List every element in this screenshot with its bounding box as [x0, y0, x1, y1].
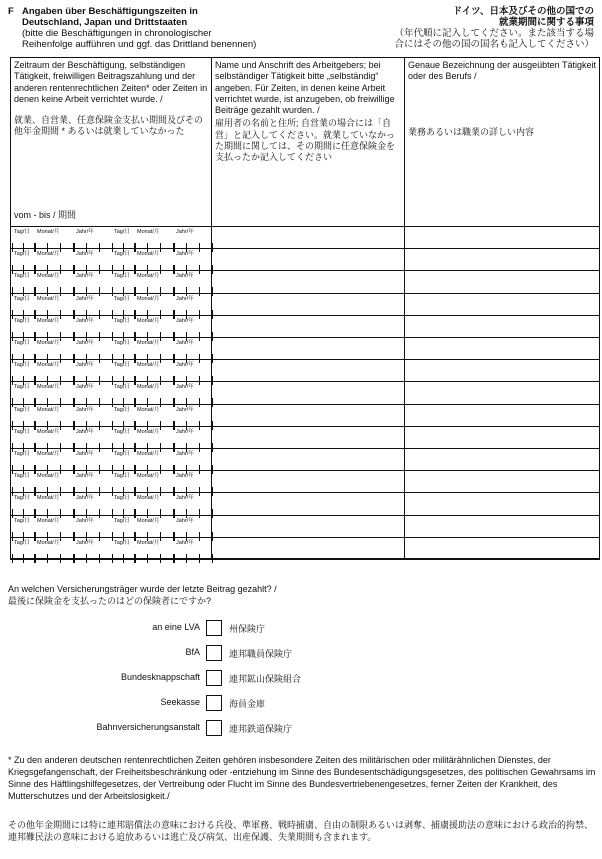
month-label: Monat/月	[37, 429, 60, 435]
day-label: Tag/日	[114, 273, 130, 279]
title-de-line4: Reihenfolge aufführen und ggf. das Drittland benennen)	[22, 39, 257, 50]
date-tick	[212, 509, 213, 518]
title-de-line1: Angaben über Beschäftigungszeiten in	[22, 6, 198, 17]
insurance-option[interactable]	[0, 645, 602, 662]
year-label: Jahr/年	[176, 518, 194, 524]
month-label: Monat/月	[137, 340, 160, 346]
year-label: Jahr/年	[176, 429, 194, 435]
day-label: Tag/日	[114, 340, 130, 346]
day-label: Tag/日	[114, 518, 130, 524]
date-tick	[212, 398, 213, 407]
from-year-field[interactable]	[74, 538, 112, 564]
day-label: Tag/日	[114, 473, 130, 479]
insurance-checkbox[interactable]	[206, 695, 222, 711]
col3-header-de: Genaue Bezeichnung der ausgeübten Tätigkeit oder des Berufs /	[408, 60, 596, 82]
table-right-border	[599, 57, 600, 559]
col2-header-de: Name und Anschrift des Arbeitgebers; bei selbständiger Tätigkeit bitte „selbständig“ angeben. Für Zeiten, in denen keine Arbeit verrichtet wurde, ist anzugeben, ob freiwillige Beiträge gezahlt wurden. /	[215, 60, 395, 116]
year-label: Jahr/年	[176, 362, 194, 368]
insurance-checkbox[interactable]	[206, 670, 222, 686]
col3-header	[408, 60, 596, 138]
date-tick	[147, 554, 148, 563]
from-day-field[interactable]	[12, 538, 34, 564]
insurance-option-jp: 連邦鉱山保険組合	[229, 674, 302, 684]
year-label: Jahr/年	[76, 296, 94, 302]
year-label: Jahr/年	[176, 473, 194, 479]
year-label: Jahr/年	[176, 318, 194, 324]
month-label: Monat/月	[37, 451, 60, 457]
year-label: Jahr/年	[176, 340, 194, 346]
day-label: Tag/日	[14, 495, 30, 501]
date-tick	[12, 554, 13, 563]
footnote-marker: *	[8, 755, 12, 765]
date-tick	[212, 310, 213, 319]
day-label: Tag/日	[114, 407, 130, 413]
month-label: Monat/月	[137, 518, 160, 524]
date-tick	[174, 554, 175, 563]
day-label: Tag/日	[14, 318, 30, 324]
month-label: Monat/月	[37, 340, 60, 346]
month-label: Monat/月	[37, 296, 60, 302]
month-label: Monat/月	[137, 251, 160, 257]
year-label: Jahr/年	[176, 540, 194, 546]
insurance-option-de: an eine LVA	[152, 622, 200, 632]
year-label: Jahr/年	[76, 251, 94, 257]
day-label: Tag/日	[114, 451, 130, 457]
date-tick	[212, 265, 213, 274]
from-month-field[interactable]	[35, 538, 73, 564]
year-label: Jahr/年	[76, 340, 94, 346]
year-label: Jahr/年	[176, 273, 194, 279]
month-label: Monat/月	[37, 273, 60, 279]
day-label: Tag/日	[114, 296, 130, 302]
year-label: Jahr/年	[76, 229, 94, 235]
section-letter: F	[8, 6, 14, 17]
date-tick	[23, 554, 24, 563]
day-label: Tag/日	[14, 518, 30, 524]
footnote-de	[8, 754, 596, 802]
year-label: Jahr/年	[76, 540, 94, 546]
date-tick	[123, 554, 124, 563]
year-label: Jahr/年	[176, 251, 194, 257]
month-label: Monat/月	[137, 296, 160, 302]
insurance-option[interactable]	[0, 720, 602, 737]
year-label: Jahr/年	[76, 473, 94, 479]
insurance-option-jp: 連邦職員保険庁	[229, 649, 293, 659]
month-label: Monat/月	[137, 362, 160, 368]
col1-period-label: vom - bis / 期間	[14, 210, 77, 220]
month-label: Monat/月	[37, 362, 60, 368]
year-label: Jahr/年	[76, 495, 94, 501]
title-jp-line1: ドイツ、日本及びその他の国での	[452, 6, 594, 17]
day-label: Tag/日	[114, 362, 130, 368]
year-label: Jahr/年	[176, 451, 194, 457]
date-tick	[86, 554, 87, 563]
day-label: Tag/日	[114, 495, 130, 501]
date-tick	[212, 532, 213, 541]
insurance-checkbox[interactable]	[206, 620, 222, 636]
title-jp-line3: （年代順に記入してください。また該当する場	[394, 28, 594, 39]
date-tick	[35, 554, 36, 563]
insurance-option-de: Bundesknappschaft	[120, 672, 200, 682]
insurance-option-jp: 州保険庁	[229, 624, 266, 634]
day-label: Tag/日	[14, 229, 30, 235]
year-label: Jahr/年	[76, 362, 94, 368]
day-label: Tag/日	[14, 473, 30, 479]
month-label: Monat/月	[137, 451, 160, 457]
date-tick	[160, 554, 161, 563]
year-label: Jahr/年	[76, 384, 94, 390]
month-label: Monat/月	[37, 384, 60, 390]
insurance-option[interactable]	[0, 695, 602, 712]
day-label: Tag/日	[14, 340, 30, 346]
month-label: Monat/月	[137, 429, 160, 435]
table-left-border	[10, 57, 11, 559]
insurance-question	[8, 583, 277, 607]
date-tick	[212, 354, 213, 363]
date-tick	[212, 287, 213, 296]
year-label: Jahr/年	[176, 384, 194, 390]
col1-header-de: Zeitraum der Beschäftigung, selbständigen Tätigkeit, freiwilligen Beitragszahlung und der anderen rentenrechtlichen Zeiten* oder Zeiten in denen keine Arbeit verrichtet wurde. /	[14, 60, 208, 104]
date-tick	[212, 554, 213, 563]
date-tick	[212, 332, 213, 341]
year-label: Jahr/年	[76, 407, 94, 413]
year-label: Jahr/年	[76, 273, 94, 279]
day-label: Tag/日	[14, 540, 30, 546]
year-label: Jahr/年	[76, 429, 94, 435]
to-month-field[interactable]	[135, 538, 173, 564]
date-tick	[212, 243, 213, 252]
year-label: Jahr/年	[176, 495, 194, 501]
footnote-jp: その他年金期間には特に連邦賠償法の意味における兵役、準軍務、戦時捕虜、自由の制限あるいは剥奪、捕虜援助法の意味における政治的拘禁、連邦難民法の意味における追放あるいは逃亡及び病気、出産保護、失業期間も含まれます。	[8, 820, 594, 842]
month-label: Monat/月	[137, 407, 160, 413]
date-tick	[112, 554, 113, 563]
date-tick	[212, 465, 213, 474]
date-tick	[199, 554, 200, 563]
month-label: Monat/月	[37, 495, 60, 501]
day-label: Tag/日	[14, 273, 30, 279]
month-label: Monat/月	[37, 318, 60, 324]
day-label: Tag/日	[114, 540, 130, 546]
title-de-line3: (bitte die Beschäftigungen in chronologischer	[22, 28, 212, 39]
insurance-option[interactable]	[0, 620, 602, 637]
month-label: Monat/月	[137, 473, 160, 479]
year-label: Jahr/年	[176, 407, 194, 413]
insurance-checkbox[interactable]	[206, 720, 222, 736]
insurance-checkbox[interactable]	[206, 645, 222, 661]
month-label: Monat/月	[137, 384, 160, 390]
insurance-option-jp: 連邦鉄道保険庁	[229, 724, 293, 734]
date-tick	[99, 554, 100, 563]
date-tick	[135, 554, 136, 563]
date-tick	[212, 421, 213, 430]
col2-header-jp: 雇用者の名前と住所; 自営業の場合には「自営」と記入してください。就業していなかった期間に関しては、その期間に任意保険金を支払ったか記入してください	[215, 118, 396, 163]
section-title-jp	[344, 6, 594, 50]
month-label: Monat/月	[137, 273, 160, 279]
day-label: Tag/日	[114, 429, 130, 435]
col1-header-jp: 就業、自営業、任意保険金支払い期間及びその他年金期間 * あるいは就業していなかった	[14, 115, 204, 137]
year-label: Jahr/年	[76, 518, 94, 524]
day-label: Tag/日	[14, 407, 30, 413]
year-label: Jahr/年	[76, 318, 94, 324]
insurance-option-de: BfA	[185, 647, 200, 657]
month-label: Monat/月	[137, 318, 160, 324]
day-label: Tag/日	[14, 362, 30, 368]
month-label: Monat/月	[37, 518, 60, 524]
date-tick	[212, 376, 213, 385]
col1-header	[14, 60, 209, 138]
month-label: Monat/月	[137, 229, 160, 235]
day-label: Tag/日	[114, 229, 130, 235]
table-top-border	[10, 57, 600, 58]
year-label: Jahr/年	[76, 451, 94, 457]
month-label: Monat/月	[37, 229, 60, 235]
insurance-option[interactable]	[0, 670, 602, 687]
title-jp-line2: 就業期間に関する事項	[498, 17, 594, 28]
section-title-de	[22, 6, 322, 50]
date-tick	[212, 443, 213, 452]
to-year-field[interactable]	[174, 538, 212, 564]
date-tick	[74, 554, 75, 563]
date-tick	[186, 554, 187, 563]
col3-header-jp: 業務あるいは職業の詳しい内容	[408, 126, 535, 137]
title-jp-line4: 合にはその他の国の国名も記入してください）	[394, 39, 594, 50]
date-tick	[212, 487, 213, 496]
date-tick	[60, 554, 61, 563]
date-tick	[47, 554, 48, 563]
month-label: Monat/月	[137, 495, 160, 501]
day-label: Tag/日	[114, 384, 130, 390]
footnote-de-text: Zu den anderen deutschen rentenrechtlichen Zeiten gehören insbesondere Zeiten des militärischen oder militärähnlichen Dienstes, der Kriegsgefangenschaft, der Freiheitsbeschränkung oder -entziehung im Sinne des Bundesentschädigungsgesetzes, des politischen Gewahrsams im Sinne des Häftlingshilfegesetzes, der Vertreibung oder Flucht im Sinne des Bundesvertriebenengesetzes, ferner Zeiten der Krankheit, des Mutterschutzes und der Arbeitslosigkeit./	[8, 755, 596, 801]
month-label: Monat/月	[37, 251, 60, 257]
insurance-option-de: Seekasse	[160, 697, 200, 707]
insurance-option-jp: 海員金庫	[229, 699, 266, 709]
insurance-question-jp: 最後に保険金を支払ったのはどの保険者にですか?	[8, 596, 212, 606]
day-label: Tag/日	[14, 429, 30, 435]
day-label: Tag/日	[14, 384, 30, 390]
insurance-option-de: Bahnversicherungsanstalt	[96, 722, 200, 732]
day-label: Tag/日	[14, 251, 30, 257]
day-label: Tag/日	[114, 251, 130, 257]
day-label: Tag/日	[14, 296, 30, 302]
title-de-line2: Deutschland, Japan und Drittstaaten	[22, 17, 188, 28]
insurance-question-de: An welchen Versicherungsträger wurde der letzte Beitrag gezahlt? /	[8, 584, 277, 594]
day-label: Tag/日	[114, 318, 130, 324]
date-row[interactable]	[12, 538, 210, 564]
month-label: Monat/月	[137, 540, 160, 546]
month-label: Monat/月	[37, 540, 60, 546]
table-col-divider-2	[404, 57, 405, 559]
to-day-field[interactable]	[112, 538, 134, 564]
month-label: Monat/月	[37, 473, 60, 479]
day-label: Tag/日	[14, 451, 30, 457]
col2-header	[215, 60, 402, 164]
year-label: Jahr/年	[176, 296, 194, 302]
year-label: Jahr/年	[176, 229, 194, 235]
month-label: Monat/月	[37, 407, 60, 413]
